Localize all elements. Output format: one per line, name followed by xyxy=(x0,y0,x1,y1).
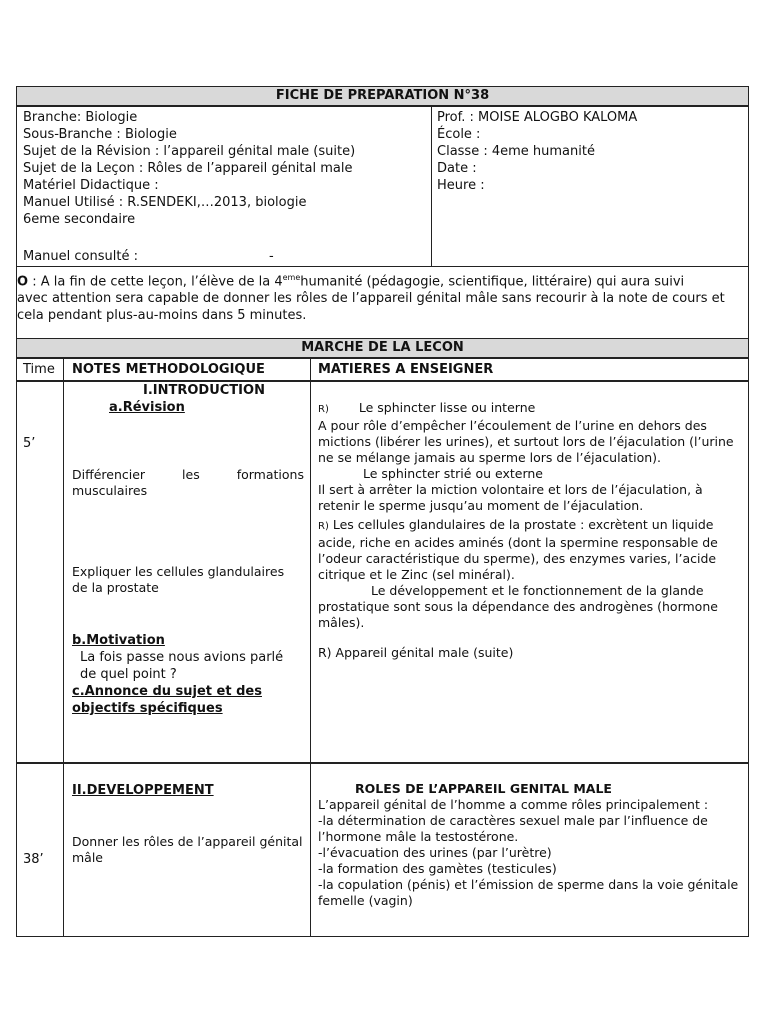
m1-line4: Le sphincter strié ou externe xyxy=(363,466,543,481)
column-headers xyxy=(16,357,749,382)
roles-line2: -la détermination de caractères sexuel male par l’influence de xyxy=(318,813,708,828)
q1-line2: musculaires xyxy=(72,483,148,498)
annonce-heading xyxy=(72,683,262,717)
m1-marker: R) xyxy=(318,404,329,415)
s2-divider-2 xyxy=(310,763,311,936)
question-prostate xyxy=(72,564,284,596)
info-block xyxy=(16,105,749,267)
sheet-title-text: FICHE DE PREPARATION N°38 xyxy=(275,88,490,103)
intro-heading: I.INTRODUCTION xyxy=(143,383,265,398)
manuel-consulte: Manuel consulté : xyxy=(23,249,138,264)
m2-line6: prostatique sont sous la dépendance des androgènes (hormone xyxy=(318,599,718,614)
manuel-consulte-dash: - xyxy=(269,249,274,264)
s1-divider-2 xyxy=(310,381,311,763)
roles-line4: -l’évacuation des urines (par l’urètre) xyxy=(318,845,552,860)
heure: Heure : xyxy=(437,178,485,193)
marche-title-text: MARCHE DE LA LECON xyxy=(301,340,464,355)
ecole: École : xyxy=(437,127,481,142)
revision-heading: a.Révision xyxy=(109,400,185,415)
marche-title xyxy=(16,338,749,359)
col-divider-2 xyxy=(310,358,311,381)
objective-line2: avec attention sera capable de donner les rôles de l’appareil génital mâle sans recourir à la note de cours et xyxy=(17,291,725,307)
question-formations xyxy=(72,467,304,499)
roles-list xyxy=(318,797,738,909)
info-divider xyxy=(431,106,432,266)
roles-line3: l’hormone mâle la testostérone. xyxy=(318,829,519,844)
motiv-line2: de quel point ? xyxy=(80,667,177,682)
objective-line1-a: : A la fin de cette leçon, l’élève de la 4 xyxy=(28,274,283,290)
sheet-title xyxy=(16,86,749,107)
m1-line6: retenir le sperme jusqu’au moment de l’éjaculation. xyxy=(318,498,644,513)
m1-title: Le sphincter lisse ou interne xyxy=(358,400,536,415)
roles-line5: -la formation des gamètes (testicules) xyxy=(318,861,557,876)
motivation-question xyxy=(80,649,283,683)
m2-line3: l’odeur caractéristique du sperme), des enzymes varies, l’acide xyxy=(318,551,717,566)
objective-prefix: O xyxy=(17,274,29,290)
q-roles-line1: Donner les rôles de l’appareil génital xyxy=(72,834,303,849)
col-notes: NOTES METHODOLOGIQUE xyxy=(72,362,265,377)
m2-line2: acide, riche en acides aminés (dont la spermine responsable de xyxy=(318,535,718,550)
date: Date : xyxy=(437,161,477,176)
matiere-appareil: R) Appareil génital male (suite) xyxy=(318,645,514,660)
m2-line7: mâles). xyxy=(318,615,365,630)
col-time: Time xyxy=(23,362,55,377)
manuel-utilise: Manuel Utilisé : R.SENDEKI,…2013, biologie xyxy=(23,195,307,210)
section-introduction xyxy=(16,380,749,764)
col-divider-1 xyxy=(63,358,64,381)
m2-line1: Les cellules glandulaires de la prostate : excrètent un liquide xyxy=(328,517,714,532)
m1-line2: mictions (libérer les urines), et surtout lors de l’éjaculation (l’urine xyxy=(318,434,734,449)
m1-line3: ne se mélange jamais au sperme lors de l’éjaculation). xyxy=(318,450,661,465)
q1-word-2: les xyxy=(182,467,200,482)
info-left xyxy=(23,109,355,228)
manuel-utilise-2: 6eme secondaire xyxy=(23,212,136,227)
matiere-sphincter xyxy=(318,400,734,514)
m2-line4: citrique et le Zinc (sel minéral). xyxy=(318,567,515,582)
roles-heading: ROLES DE L’APPAREIL GENITAL MALE xyxy=(355,781,612,796)
q-roles-line2: mâle xyxy=(72,850,103,865)
objective-sup: eme xyxy=(282,273,301,282)
matiere-prostate xyxy=(318,517,718,631)
motivation-heading: b.Motivation xyxy=(72,633,165,648)
m1-line1: A pour rôle d’empêcher l’écoulement de l’urine en dehors des xyxy=(318,418,707,433)
developpement-heading: II.DEVELOPPEMENT xyxy=(72,783,214,798)
motiv-line1: La fois passe nous avions parlé xyxy=(80,650,284,665)
q1-word-3: formations xyxy=(236,467,304,482)
objective-line3: cela pendant plus-au-moins dans 5 minutes. xyxy=(17,308,307,324)
section-developpement xyxy=(16,762,749,937)
info-right xyxy=(437,109,637,194)
sous-branche: Sous-Branche : Biologie xyxy=(23,127,177,142)
s2-divider-1 xyxy=(63,763,64,936)
classe: Classe : 4eme humanité xyxy=(437,144,595,159)
q2-line2: de la prostate xyxy=(72,580,159,595)
col-matieres: MATIERES A ENSEIGNER xyxy=(318,362,494,377)
q1-word-1: Différencier xyxy=(72,467,146,482)
question-roles xyxy=(72,834,303,866)
m2-line5: Le développement et le fonctionnement de la glande xyxy=(371,583,704,598)
roles-line1: L’appareil génital de l’homme a comme rôles principalement : xyxy=(318,797,709,812)
materiel-didactique: Matériel Didactique : xyxy=(23,178,159,193)
s2-time: 38’ xyxy=(23,852,44,867)
sujet-revision: Sujet de la Révision : l’appareil génital male (suite) xyxy=(23,144,356,159)
m2-marker: R) xyxy=(318,521,329,532)
annonce-line1: c.Annonce du sujet et des xyxy=(72,684,262,699)
annonce-line2: objectifs spécifiques xyxy=(72,701,223,716)
objective-block xyxy=(16,266,749,339)
prof: Prof. : MOISE ALOGBO KALOMA xyxy=(437,110,638,125)
objective-line1-b: humanité (pédagogie, scientifique, littéraire) qui aura suivi xyxy=(300,274,685,290)
s1-time: 5’ xyxy=(23,436,36,451)
sujet-lecon: Sujet de la Leçon : Rôles de l’appareil génital male xyxy=(23,161,353,176)
objective-text xyxy=(17,269,725,324)
roles-line6: -la copulation (pénis) et l’émission de sperme dans la voie génitale xyxy=(318,877,739,892)
roles-line7: femelle (vagin) xyxy=(318,893,413,908)
s1-divider-1 xyxy=(63,381,64,763)
q2-line1: Expliquer les cellules glandulaires xyxy=(72,564,285,579)
m1-line5: Il sert à arrêter la miction volontaire et lors de l’éjaculation, à xyxy=(318,482,703,497)
branche: Branche: Biologie xyxy=(23,110,138,125)
